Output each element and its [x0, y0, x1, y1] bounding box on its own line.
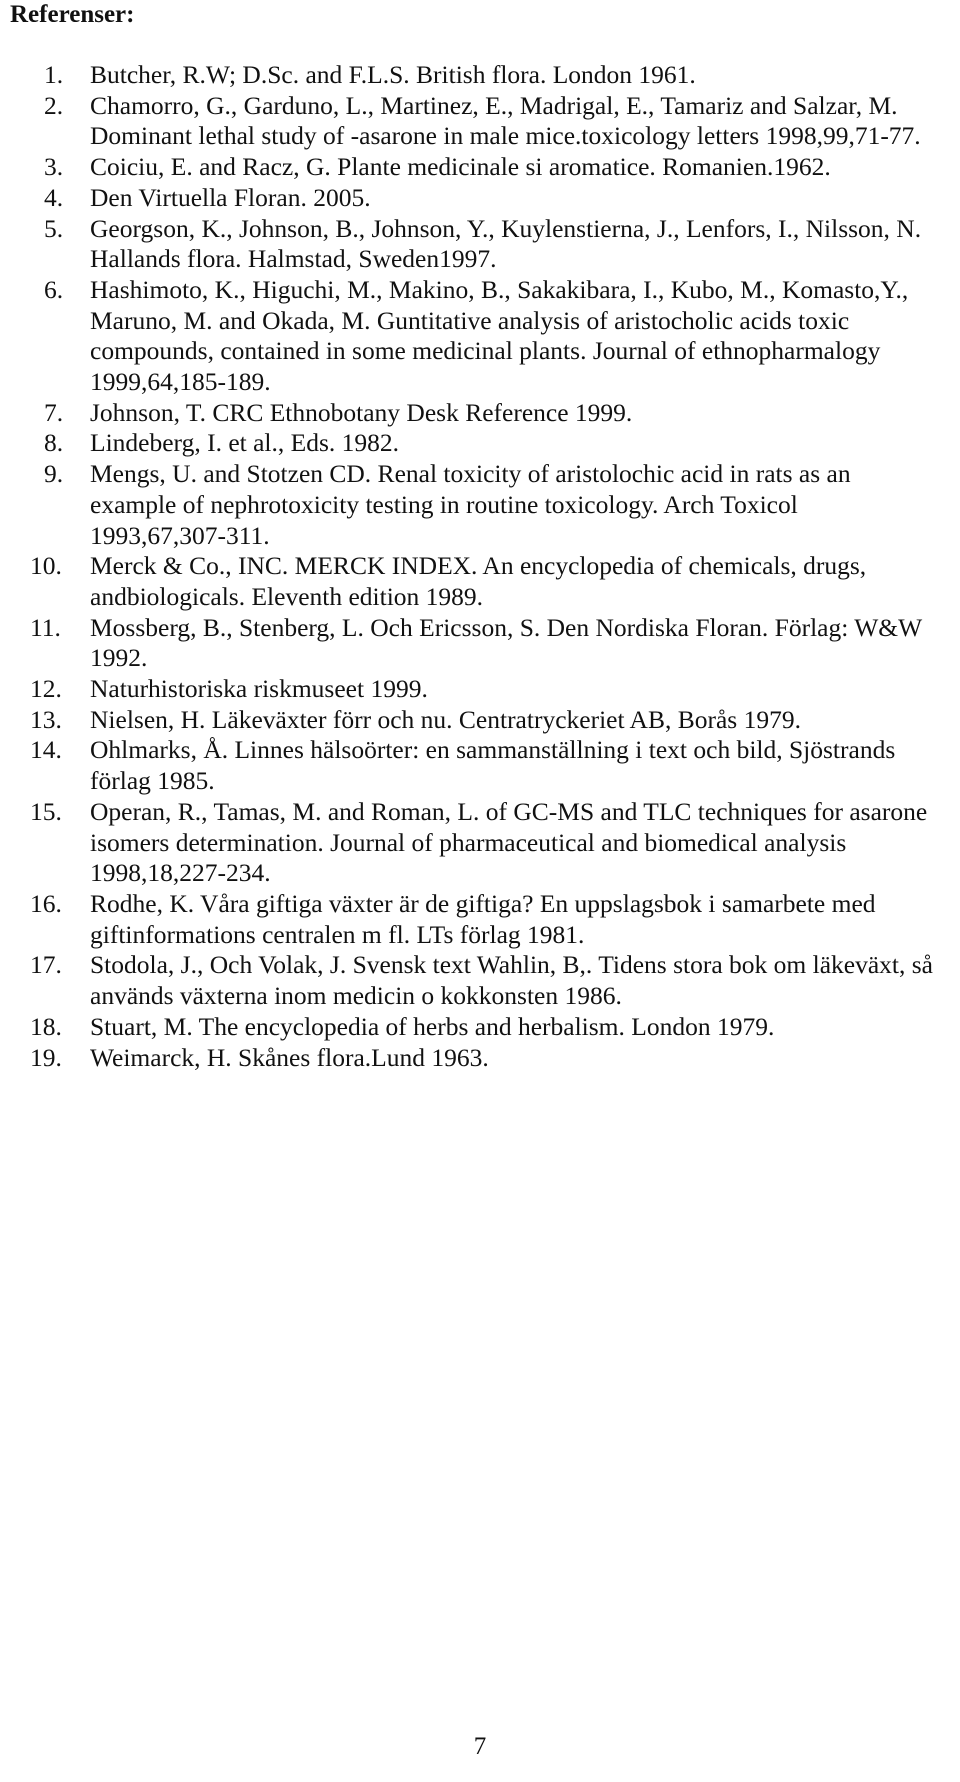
reference-number: 13.	[30, 704, 62, 734]
reference-item	[0, 1012, 960, 1043]
reference-text: Rodhe, K. Våra giftiga växter är de giftiga? En uppslagsbok i samarbete med giftinformations centralen m fl. LTs förlag 1981.	[90, 888, 876, 949]
reference-text: Ohlmarks, Å. Linnes hälsoörter: en sammanställning i text och bild, Sjöstrands förlag 1985.	[90, 735, 896, 796]
reference-text: Georgson, K., Johnson, B., Johnson, Y., Kuylenstierna, J., Lenfors, I., Nilsson, N. Hallands flora. Halmstad, Sweden1997.	[90, 213, 922, 274]
reference-list	[0, 60, 960, 1073]
reference-number: 12.	[30, 674, 62, 704]
reference-text: Den Virtuella Floran. 2005.	[90, 182, 371, 212]
reference-item	[0, 398, 960, 429]
reference-text: Johnson, T. CRC Ethnobotany Desk Reference 1999.	[90, 397, 633, 427]
reference-item	[0, 183, 960, 214]
reference-item	[0, 674, 960, 705]
reference-item	[0, 705, 960, 736]
reference-number: 4.	[44, 182, 64, 212]
reference-item	[0, 551, 960, 612]
reference-text: Nielsen, H. Läkeväxter förr och nu. Centratryckeriet AB, Borås 1979.	[90, 704, 801, 734]
reference-number: 16.	[30, 888, 62, 918]
reference-item	[0, 91, 960, 152]
reference-text: Lindeberg, I. et al., Eds. 1982.	[90, 428, 400, 458]
reference-number: 1.	[44, 60, 64, 89]
reference-number: 6.	[44, 274, 64, 304]
reference-text: Butcher, R.W; D.Sc. and F.L.S. British flora. London 1961.	[90, 60, 696, 89]
reference-number: 19.	[30, 1042, 62, 1072]
reference-number: 15.	[30, 796, 62, 826]
reference-text: Stuart, M. The encyclopedia of herbs and herbalism. London 1979.	[90, 1011, 775, 1041]
reference-item	[0, 797, 960, 889]
reference-number: 14.	[30, 735, 62, 765]
reference-text: Operan, R., Tamas, M. and Roman, L. of GC-MS and TLC techniques for asarone isomers determination. Journal of pharmaceutical and biomedical analysis 1998,18,227-234.	[90, 796, 928, 888]
reference-number: 10.	[30, 551, 62, 581]
reference-item	[0, 950, 960, 1011]
reference-text: Naturhistoriska riskmuseet 1999.	[90, 674, 428, 704]
reference-number: 17.	[30, 950, 62, 980]
reference-item	[0, 889, 960, 950]
reference-item	[0, 60, 960, 91]
reference-text: Merck & Co., INC. MERCK INDEX. An encyclopedia of chemicals, drugs, andbiologicals. Eleventh edition 1989.	[90, 551, 867, 611]
reference-number: 3.	[44, 152, 64, 182]
reference-item	[0, 152, 960, 183]
reference-number: 8.	[44, 428, 64, 458]
reference-text: Stodola, J., Och Volak, J. Svensk text Wahlin, B,. Tidens stora bok om läkeväxt, så används växterna inom medicin o kokkonsten 1986.	[90, 950, 933, 1011]
reference-text: Hashimoto, K., Higuchi, M., Makino, B., Sakakibara, I., Kubo, M., Komasto,Y., Maruno, M. and Okada, M. Guntitative analysis of aristocholic acids toxic compounds, contained in some medicinal plants. Journal of ethnopharmalogy 1999,64,185-189.	[90, 274, 909, 397]
reference-item	[0, 735, 960, 796]
reference-number: 7.	[44, 397, 64, 427]
reference-item	[0, 428, 960, 459]
reference-number: 18.	[30, 1011, 62, 1041]
reference-number: 5.	[44, 213, 64, 243]
reference-item	[0, 1043, 960, 1074]
reference-text: Weimarck, H. Skånes flora.Lund 1963.	[90, 1042, 489, 1072]
reference-text: Chamorro, G., Garduno, L., Martinez, E., Madrigal, E., Tamariz and Salzar, M. Dominant lethal study of -asarone in male mice.toxicology letters 1998,99,71-77.	[90, 90, 921, 151]
reference-number: 11.	[30, 612, 61, 642]
reference-item	[0, 214, 960, 275]
page-number: 7	[473, 1733, 487, 1760]
reference-item	[0, 459, 960, 551]
reference-text: Mossberg, B., Stenberg, L. Och Ericsson, S. Den Nordiska Floran. Förlag: W&W 1992.	[90, 612, 922, 673]
reference-number: 9.	[44, 459, 64, 489]
reference-text: Mengs, U. and Stotzen CD. Renal toxicity of aristolochic acid in rats as an example of nephrotoxicity testing in routine toxicology. Arch Toxicol 1993,67,307-311.	[90, 459, 851, 550]
references-heading: Referenser:	[10, 1, 135, 28]
reference-number: 2.	[44, 90, 64, 120]
reference-item	[0, 613, 960, 674]
reference-text: Coiciu, E. and Racz, G. Plante medicinale si aromatice. Romanien.1962.	[90, 152, 831, 182]
reference-item	[0, 275, 960, 398]
